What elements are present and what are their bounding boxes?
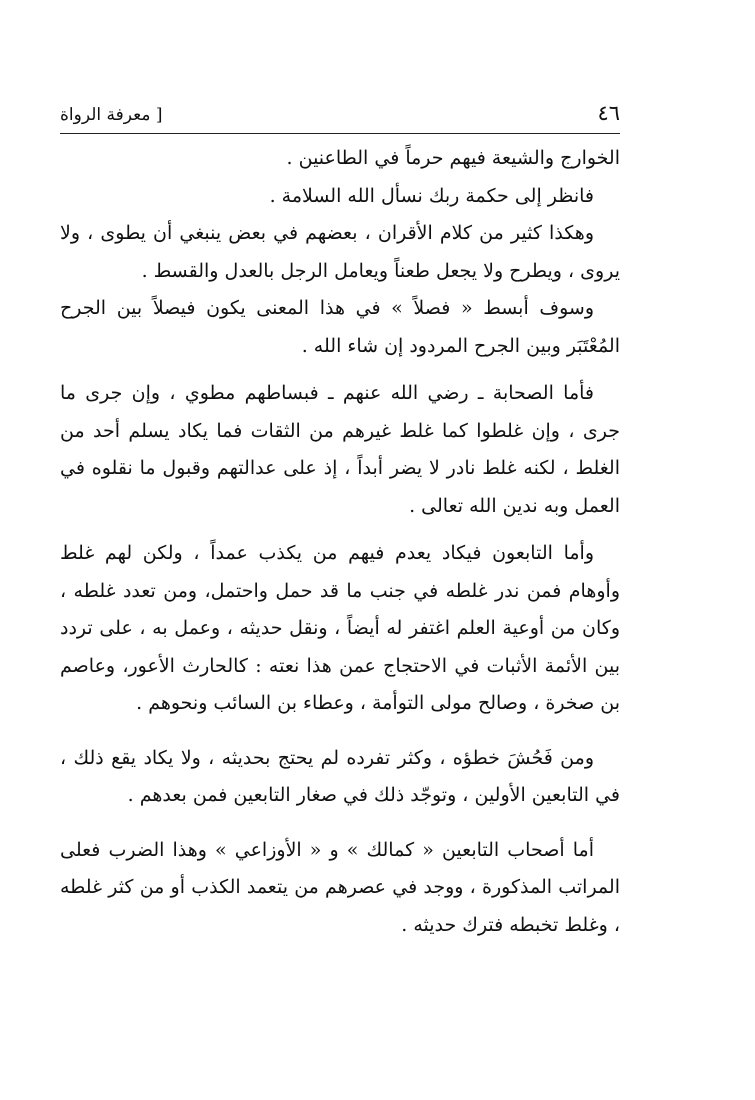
paragraph-2: فانظر إلى حكمة ربك نسأل الله السلامة . bbox=[269, 184, 594, 207]
paragraph-1: الخوارج والشيعة فيهم حرماً في الطاعنين . bbox=[286, 147, 620, 169]
paragraph-6: وأما التابعون فيكاد يعدم فيهم من يكذب عمداً ، ولكن لهم غلط وأوهام فمن ندر غلطه في جنب ما قد حمل واحتمل، ومن تعدد غلطه ، وكان من أوعية العلم اغتفر له أيضاً ، ونقل حديثه ، وعمل به ، على تردد بين الأئمة الأثبات في الاحتجاج عمن هذا نعته : كالحارث الأعور، وعاصم بن صخرة ، وصالح مولى التوأمة ، وعطاء بن السائب ونحوهم . bbox=[60, 542, 620, 714]
paragraph-5: فأما الصحابة ـ رضي الله عنهم ـ فبساطهم مطوي ، وإن جرى ما جرى ، وإن غلطوا كما غلط غيرهم من الثقات فما يكاد يسلم أحد من الغلط ، لكنه غلط نادر لا يضر أبداً ، إذ على عدالتهم وقبول ما نقلوه في العمل وبه ندين الله تعالى . bbox=[60, 382, 620, 517]
paragraph-4: وسوف أبسط « فصلاً » في هذا المعنى يكون فيصلاً بين الجرح المُعْتَبَر وبين الجرح المردود إن شاء الله . bbox=[60, 297, 620, 357]
page-number: ٤٦ bbox=[597, 101, 620, 125]
header-rule bbox=[60, 133, 620, 134]
paragraph-8: أما أصحاب التابعين « كمالك » و « الأوزاعي » وهذا الضرب فعلى المراتب المذكورة ، ووجد في عصرهم من يتعمد الكذب أو من كثر غلطه ، وغلط تخبطه فترك حديثه . bbox=[60, 838, 620, 936]
running-title: [ معرفة الرواة bbox=[60, 105, 163, 125]
page-header bbox=[60, 100, 620, 130]
page-body bbox=[60, 140, 620, 944]
paragraph-3: وهكذا كثير من كلام الأقران ، بعضهم في بعض ينبغي أن يطوى ، ولا يروى ، ويطرح ولا يجعل طعناً ويعامل الرجل بالعدل والقسط . bbox=[60, 222, 620, 282]
paragraph-7: ومن فَحُشَ خطؤه ، وكثر تفرده لم يحتج بحديثه ، ولا يكاد يقع ذلك ، في التابعين الأولين ، وتوجّد ذلك في صغار التابعين فمن بعدهم . bbox=[60, 746, 620, 806]
